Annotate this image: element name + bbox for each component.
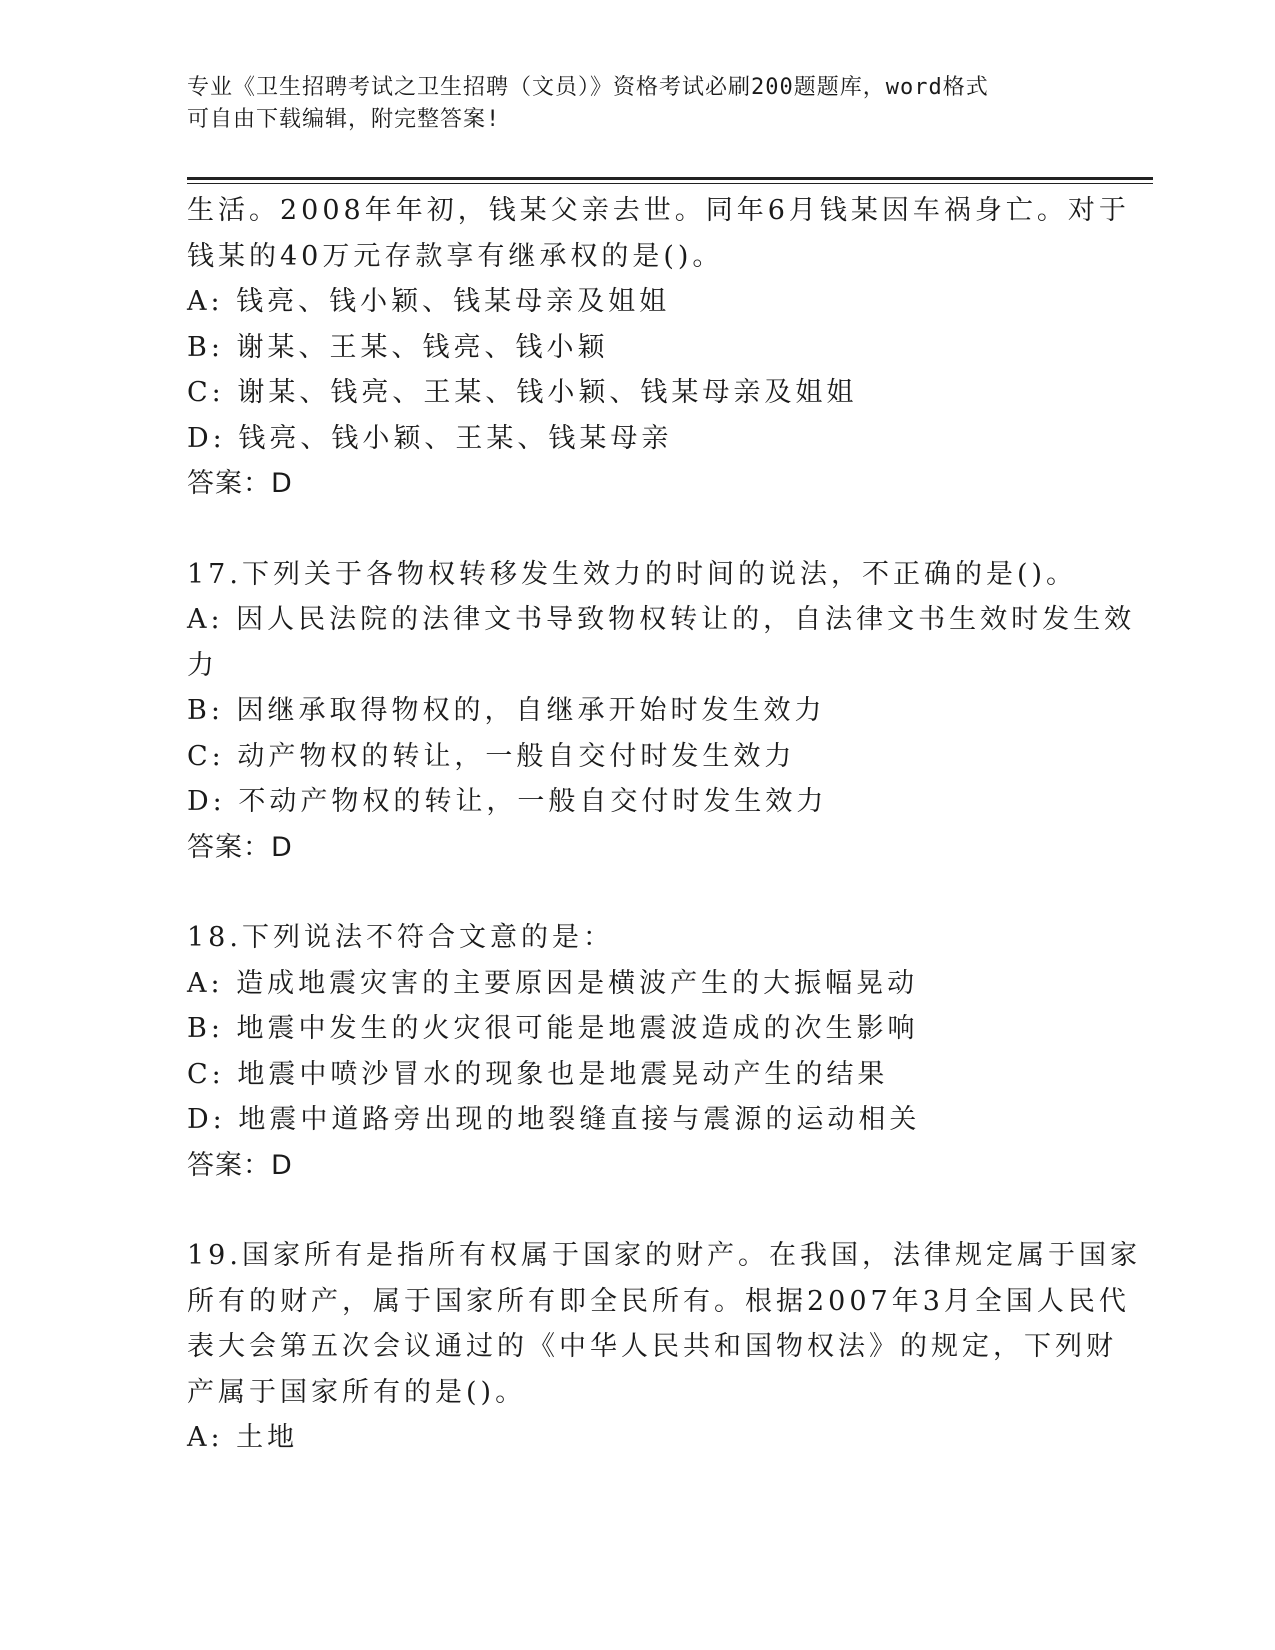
spacer bbox=[187, 507, 1087, 552]
question-stem: 18.下列说法不符合文意的是： bbox=[187, 922, 614, 953]
question-content bbox=[187, 188, 1141, 1461]
header-rule-thick bbox=[187, 177, 1153, 180]
question-19 bbox=[187, 1233, 1141, 1461]
header-title-line-1: 专业《卫生招聘考试之卫生招聘（文员）》资格考试必刷200题题库，word格式 bbox=[187, 75, 989, 100]
question-16 bbox=[187, 188, 1130, 507]
answer-line: 答案：D bbox=[187, 831, 293, 863]
option-a: A: 土地 bbox=[187, 1422, 299, 1453]
option-d: D: 不动产物权的转让，一般自交付时发生效力 bbox=[187, 786, 828, 817]
answer-line: 答案：D bbox=[187, 468, 293, 499]
question-stem: 19.国家所有是指所有权属于国家的财产。在我国，法律规定属于国家 bbox=[187, 1240, 1141, 1271]
spacer bbox=[187, 1188, 1087, 1233]
option-b: B: 地震中发生的火灾很可能是地震波造成的次生影响 bbox=[187, 1013, 919, 1044]
question-stem: 所有的财产，属于国家所有即全民所有。根据2007年3月全国人民代 bbox=[187, 1285, 1130, 1317]
option-b: B: 谢某、王某、钱亮、钱小颖 bbox=[187, 331, 609, 363]
option-d: D: 钱亮、钱小颖、王某、钱某母亲 bbox=[187, 422, 673, 454]
header-rule-thin bbox=[187, 183, 1153, 184]
question-stem: 生活。2008年年初，钱某父亲去世。同年6月钱某因车祸身亡。对于 bbox=[187, 195, 1130, 226]
spacer bbox=[187, 870, 1087, 915]
document-header bbox=[187, 72, 1077, 136]
option-d: D: 地震中道路旁出现的地裂缝直接与震源的运动相关 bbox=[187, 1104, 921, 1135]
option-a: A: 因人民法院的法律文书导致物权转让的，自法律文书生效时发生效 bbox=[187, 604, 1136, 635]
question-17 bbox=[187, 552, 1136, 871]
header-title-line-2: 可自由下载编辑，附完整答案! bbox=[187, 107, 501, 132]
question-stem: 产属于国家所有的是()。 bbox=[187, 1376, 527, 1408]
option-c: C: 地震中喷沙冒水的现象也是地震晃动产生的结果 bbox=[187, 1058, 889, 1090]
option-b: B: 因继承取得物权的，自继承开始时发生效力 bbox=[187, 695, 826, 726]
question-18 bbox=[187, 915, 1087, 1188]
option-a: A: 钱亮、钱小颖、钱某母亲及姐姐 bbox=[187, 286, 671, 317]
option-a-continued: 力 bbox=[187, 649, 218, 681]
question-stem: 表大会第五次会议通过的《中华人民共和国物权法》的规定，下列财 bbox=[187, 1331, 1117, 1362]
question-stem: 17.下列关于各物权转移发生效力的时间的说法，不正确的是()。 bbox=[187, 558, 1078, 590]
option-a: A: 造成地震灾害的主要原因是横波产生的大振幅晃动 bbox=[187, 967, 919, 999]
question-stem: 钱某的40万元存款享有继承权的是()。 bbox=[187, 240, 724, 272]
answer-line: 答案：D bbox=[187, 1149, 293, 1181]
option-c: C: 谢某、钱亮、王某、钱小颖、钱某母亲及姐姐 bbox=[187, 377, 858, 408]
option-c: C: 动产物权的转让，一般自交付时发生效力 bbox=[187, 740, 796, 772]
